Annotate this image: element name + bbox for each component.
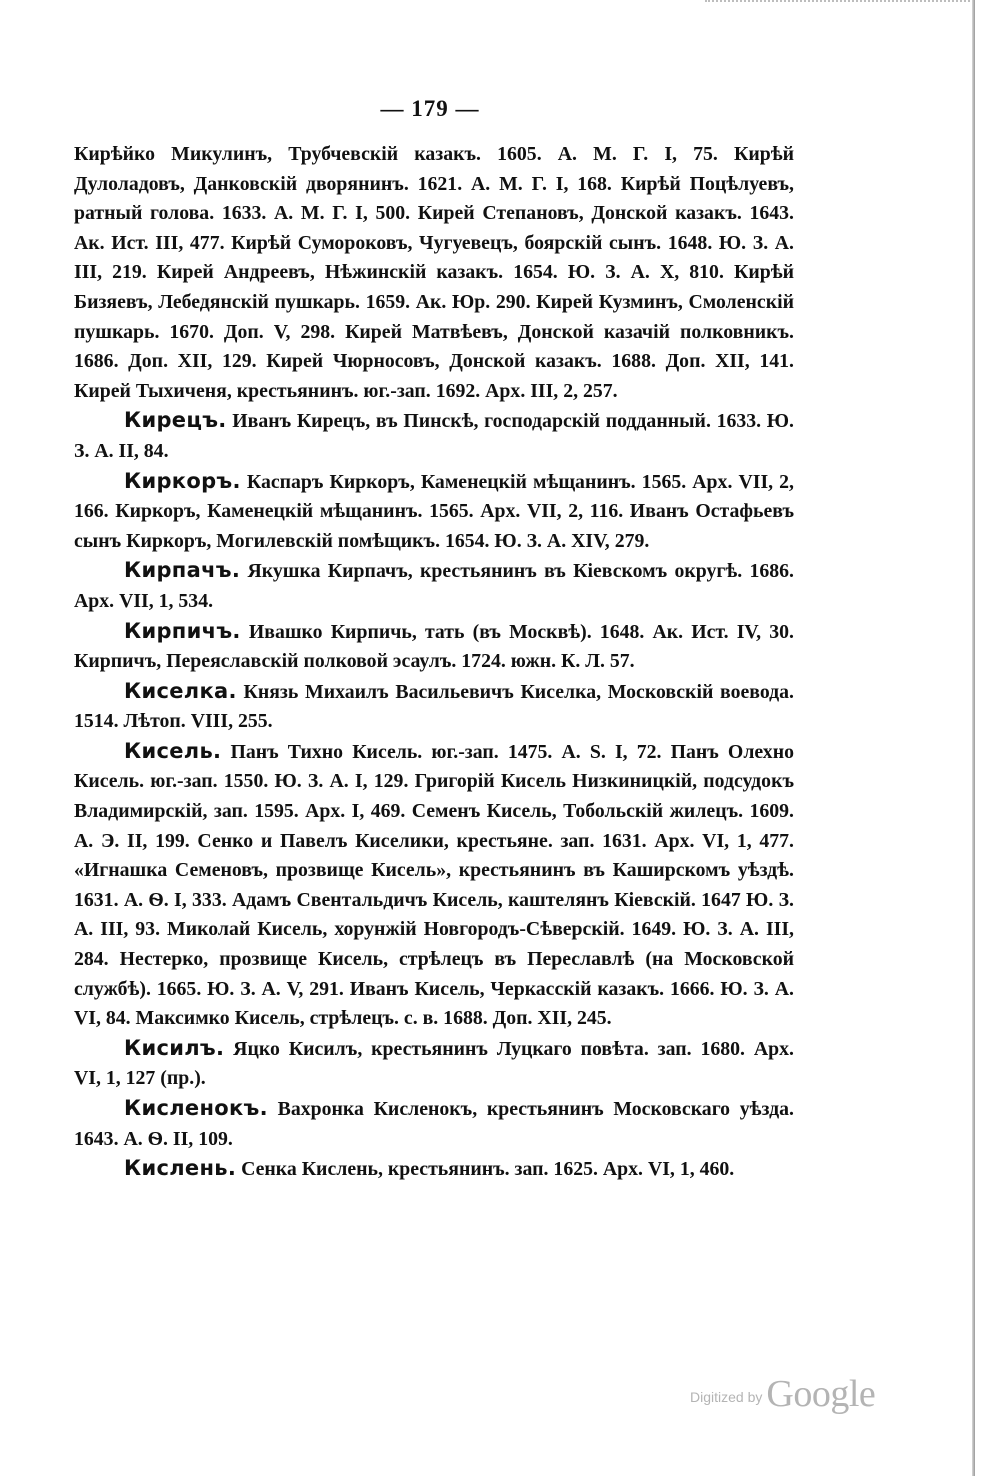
entry-headword: Киселка. xyxy=(124,678,237,703)
entry-headword: Кирпачъ. xyxy=(124,558,241,583)
entry-kirpach xyxy=(74,556,794,616)
entry-text: Ивашко Кирпичь, тать (въ Москвѣ). 1648. Ак. Ист. IV, 30. Кирпичъ, Переяславскій полковой эсаулъ. 1724. южн. К. Л. 57. xyxy=(74,620,794,673)
page-body xyxy=(74,140,794,1185)
entry-kislenok xyxy=(74,1094,794,1154)
entry-text: Яцко Кисилъ, крестьянинъ Луцкаго повѣта. зап. 1680. Арх. VI, 1, 127 (пр.). xyxy=(74,1037,794,1090)
entry-headword: Кислень. xyxy=(124,1156,237,1181)
scan-right-edge xyxy=(972,0,975,1476)
entry-kirpich xyxy=(74,617,794,677)
watermark-brand: Google xyxy=(766,1373,876,1415)
entry-kiselka xyxy=(74,677,794,737)
entry-text: Князь Михаилъ Васильевичъ Киселка, Московскій воевода. 1514. Лѣтоп. VIII, 255. xyxy=(74,680,794,733)
entry-headword: Кирецъ. xyxy=(124,408,227,433)
entry-headword: Киркоръ. xyxy=(124,468,241,493)
entry-text: Каспаръ Киркоръ, Каменецкій мѣщанинъ. 1565. Арх. VII, 2, 166. Киркоръ, Каменецкій мѣщанинъ. 1565. Арх. VII, 2, 116. Иванъ Остафьевъ сынъ Киркоръ, Могилевскій помѣщикъ. 1654. Ю. З. А. XIV, 279. xyxy=(74,470,794,552)
digitized-watermark xyxy=(690,1372,910,1416)
entry-kirets xyxy=(74,406,794,466)
entry-headword: Кисленокъ. xyxy=(124,1096,268,1120)
opening-paragraph: Кирѣйко Микулинъ, Трубчевскій казакъ. 1605. А. М. Г. I, 75. Кирѣй Дулоладовъ, Данковскій дворянинъ. 1621. А. М. Г. I, 168. Кирѣй Поцѣлуевъ, ратный голова. 1633. А. М. Г. I, 500. Кирей Степановъ, Донской казакъ. 1643. Ак. Ист. III, 477. Кирѣй Сумороковъ, Чугуевецъ, боярскій сынъ. 1648. Ю. З. А. III, 219. Кирей Андреевъ, Нѣжинскій казакъ. 1654. Ю. З. А. X, 810. Кирѣй Бизяевъ, Лебедянскій пушкарь. 1659. Ак. Юр. 290. Кирей Кузминъ, Смоленскій пушкарь. 1670. Доп. V, 298. Кирей Матвѣевъ, Донской казачій полковникъ. 1686. Доп. XII, 129. Кирей Чюрносовъ, Донской казакъ. 1688. Доп. XII, 141. Кирей Тыхиченя, крестьянинъ. юг.-зап. 1692. Арх. III, 2, 257. xyxy=(74,143,794,402)
watermark-prefix: Digitized by xyxy=(690,1389,763,1405)
entry-kirkor xyxy=(74,467,794,557)
entry-text: Якушка Кирпачъ, крестьянинъ въ Кіевскомъ округѣ. 1686. Арх. VII, 1, 534. xyxy=(74,560,794,612)
entry-text: Иванъ Кирецъ, въ Пинскѣ, господарскій подданный. 1633. Ю. З. А. II, 84. xyxy=(74,410,794,462)
entry-kislen xyxy=(74,1154,794,1185)
scan-top-edge xyxy=(705,0,970,4)
entry-kisil xyxy=(74,1034,794,1094)
entry-text: Панъ Тихно Кисель. юг.-зап. 1475. A. S. I, 72. Панъ Олехно Кисель. юг.-зап. 1550. Ю. З. А. I, 129. Григорій Кисель Низкиницкій, подсудокъ Владимирскій, зап. 1595. Арх. I, 469. Семенъ Кисель, Тобольскій жилецъ. 1609. А. Э. II, 199. Сенко и Павелъ Киселики, крестьяне. зап. 1631. Арх. VI, 1, 477. «Игнашка Семеновъ, прозвище Кисель», крестьянинъ въ Каширскомъ уѣздѣ. 1631. А. Ѳ. I, 333. Адамъ Свентальдичъ Кисель, каштелянъ Кіевскій. 1647 Ю. З. А. III, 93. Миколай Кисель, хорунжій Новгородъ-Сѣверскій. 1649. Ю. З. А. III, 284. Нестерко, прозвище Кисель, стрѣлецъ въ Переславлѣ (на Московской службѣ). 1665. Ю. З. А. V, 291. Иванъ Кисель, Черкасскій казакъ. 1666. Ю. З. А. VI, 84. Максимко Кисель, стрѣлецъ. с. в. 1688. Доп. XII, 245. xyxy=(74,740,794,1030)
entry-headword: Кисилъ. xyxy=(124,1035,225,1060)
page-number: — 179 — xyxy=(380,96,480,121)
entry-text: Вахронка Кисленокъ, крестьянинъ Московскаго уѣзда. 1643. А. Ѳ. II, 109. xyxy=(74,1098,794,1150)
entry-headword: Кирпичъ. xyxy=(124,618,241,643)
entry-kisel xyxy=(74,737,794,1034)
entry-headword: Кисель. xyxy=(124,738,222,763)
entry-text: Сенка Кислень, крестьянинъ. зап. 1625. Арх. VI, 1, 460. xyxy=(241,1158,735,1181)
